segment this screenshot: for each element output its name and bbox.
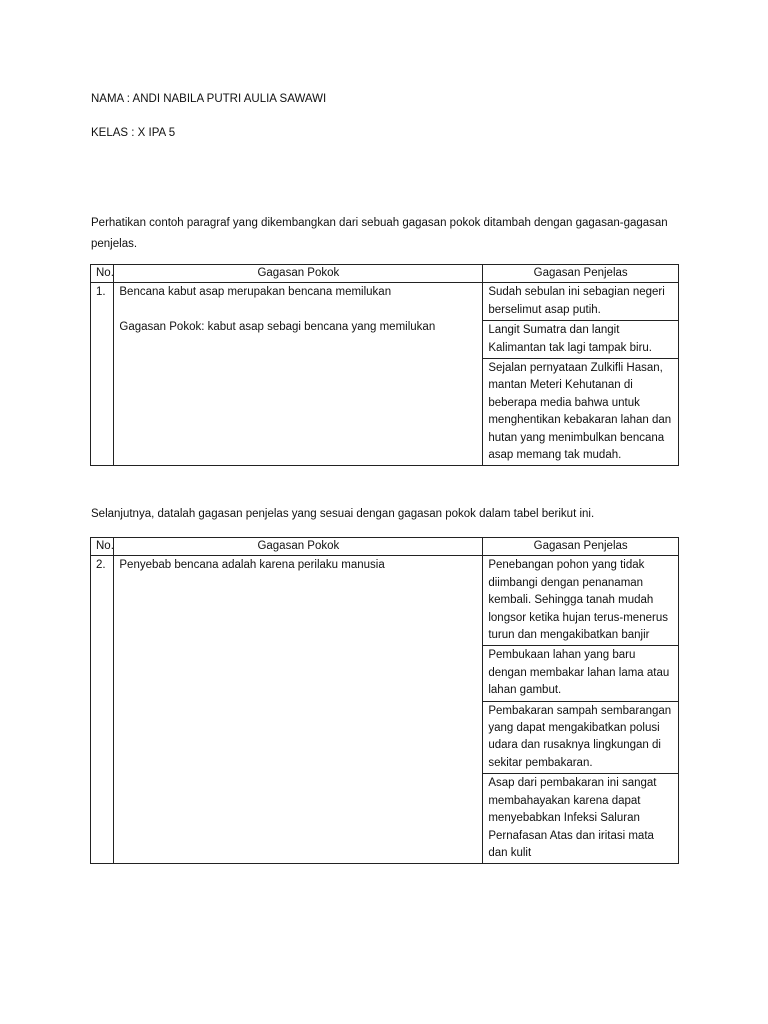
student-class: KELAS : X IPA 5 bbox=[91, 127, 176, 139]
table-row bbox=[91, 283, 679, 321]
header-no: No. bbox=[91, 538, 114, 556]
example-table bbox=[90, 264, 679, 466]
table-header-row bbox=[91, 265, 679, 283]
table-header-row bbox=[91, 538, 679, 556]
gagasan-penjelas-cell: Sudah sebulan ini sebagian negeri berselimut asap putih. bbox=[483, 283, 679, 321]
intro-paragraph: Perhatikan contoh paragraf yang dikembangkan dari sebuah gagasan pokok ditambah dengan gagasan-gagasan penjelas. bbox=[91, 217, 668, 250]
gagasan-penjelas-cell: Pembakaran sampah sembarangan yang dapat mengakibatkan polusi udara dan rusaknya lingkungan di sekitar pembakaran. bbox=[483, 701, 679, 774]
gagasan-penjelas-cell: Pembukaan lahan yang baru dengan membakar lahan lama atau lahan gambut. bbox=[483, 646, 679, 701]
header-no: No. bbox=[91, 265, 114, 283]
gagasan-pokok-text: Bencana kabut asap merupakan bencana memilukan bbox=[119, 286, 392, 299]
gagasan-penjelas-cell: Sejalan pernyataan Zulkifli Hasan, mantan Meteri Kehutanan di beberapa media bahwa untuk menghentikan kebakaran lahan dan hutan yang menimbulkan bencana asap memang tak mudah. bbox=[483, 359, 679, 466]
row-number: 1. bbox=[91, 283, 114, 466]
header-gagasan-penjelas: Gagasan Penjelas bbox=[483, 265, 679, 283]
gagasan-penjelas-cell: Langit Sumatra dan langit Kalimantan tak lagi tampak biru. bbox=[483, 321, 679, 359]
student-name: NAMA : ANDI NABILA PUTRI AULIA SAWAWI bbox=[91, 93, 327, 105]
header-gagasan-pokok: Gagasan Pokok bbox=[114, 538, 483, 556]
gagasan-pokok-cell: Penyebab bencana adalah karena perilaku manusia bbox=[114, 556, 483, 864]
gagasan-penjelas-cell: Asap dari pembakaran ini sangat membahayakan karena dapat menyebabkan Infeksi Saluran Pernafasan Atas dan iritasi mata dan kulit bbox=[483, 774, 679, 864]
instruction-text: Selanjutnya, datalah gagasan penjelas yang sesuai dengan gagasan pokok dalam tabel berikut ini. bbox=[91, 508, 595, 520]
table-row bbox=[91, 556, 679, 646]
row-number: 2. bbox=[91, 556, 114, 864]
header-gagasan-pokok: Gagasan Pokok bbox=[114, 265, 483, 283]
header-gagasan-penjelas: Gagasan Penjelas bbox=[483, 538, 679, 556]
exercise-table bbox=[90, 537, 679, 864]
gagasan-pokok-summary: Gagasan Pokok: kabut asap sebagi bencana yang memilukan bbox=[119, 320, 436, 333]
gagasan-pokok-cell bbox=[114, 283, 483, 466]
gagasan-penjelas-cell: Penebangan pohon yang tidak diimbangi dengan penanaman kembali. Sehingga tanah mudah longsor ketika hujan terus-menerus turun dan mengakibatkan banjir bbox=[483, 556, 679, 646]
